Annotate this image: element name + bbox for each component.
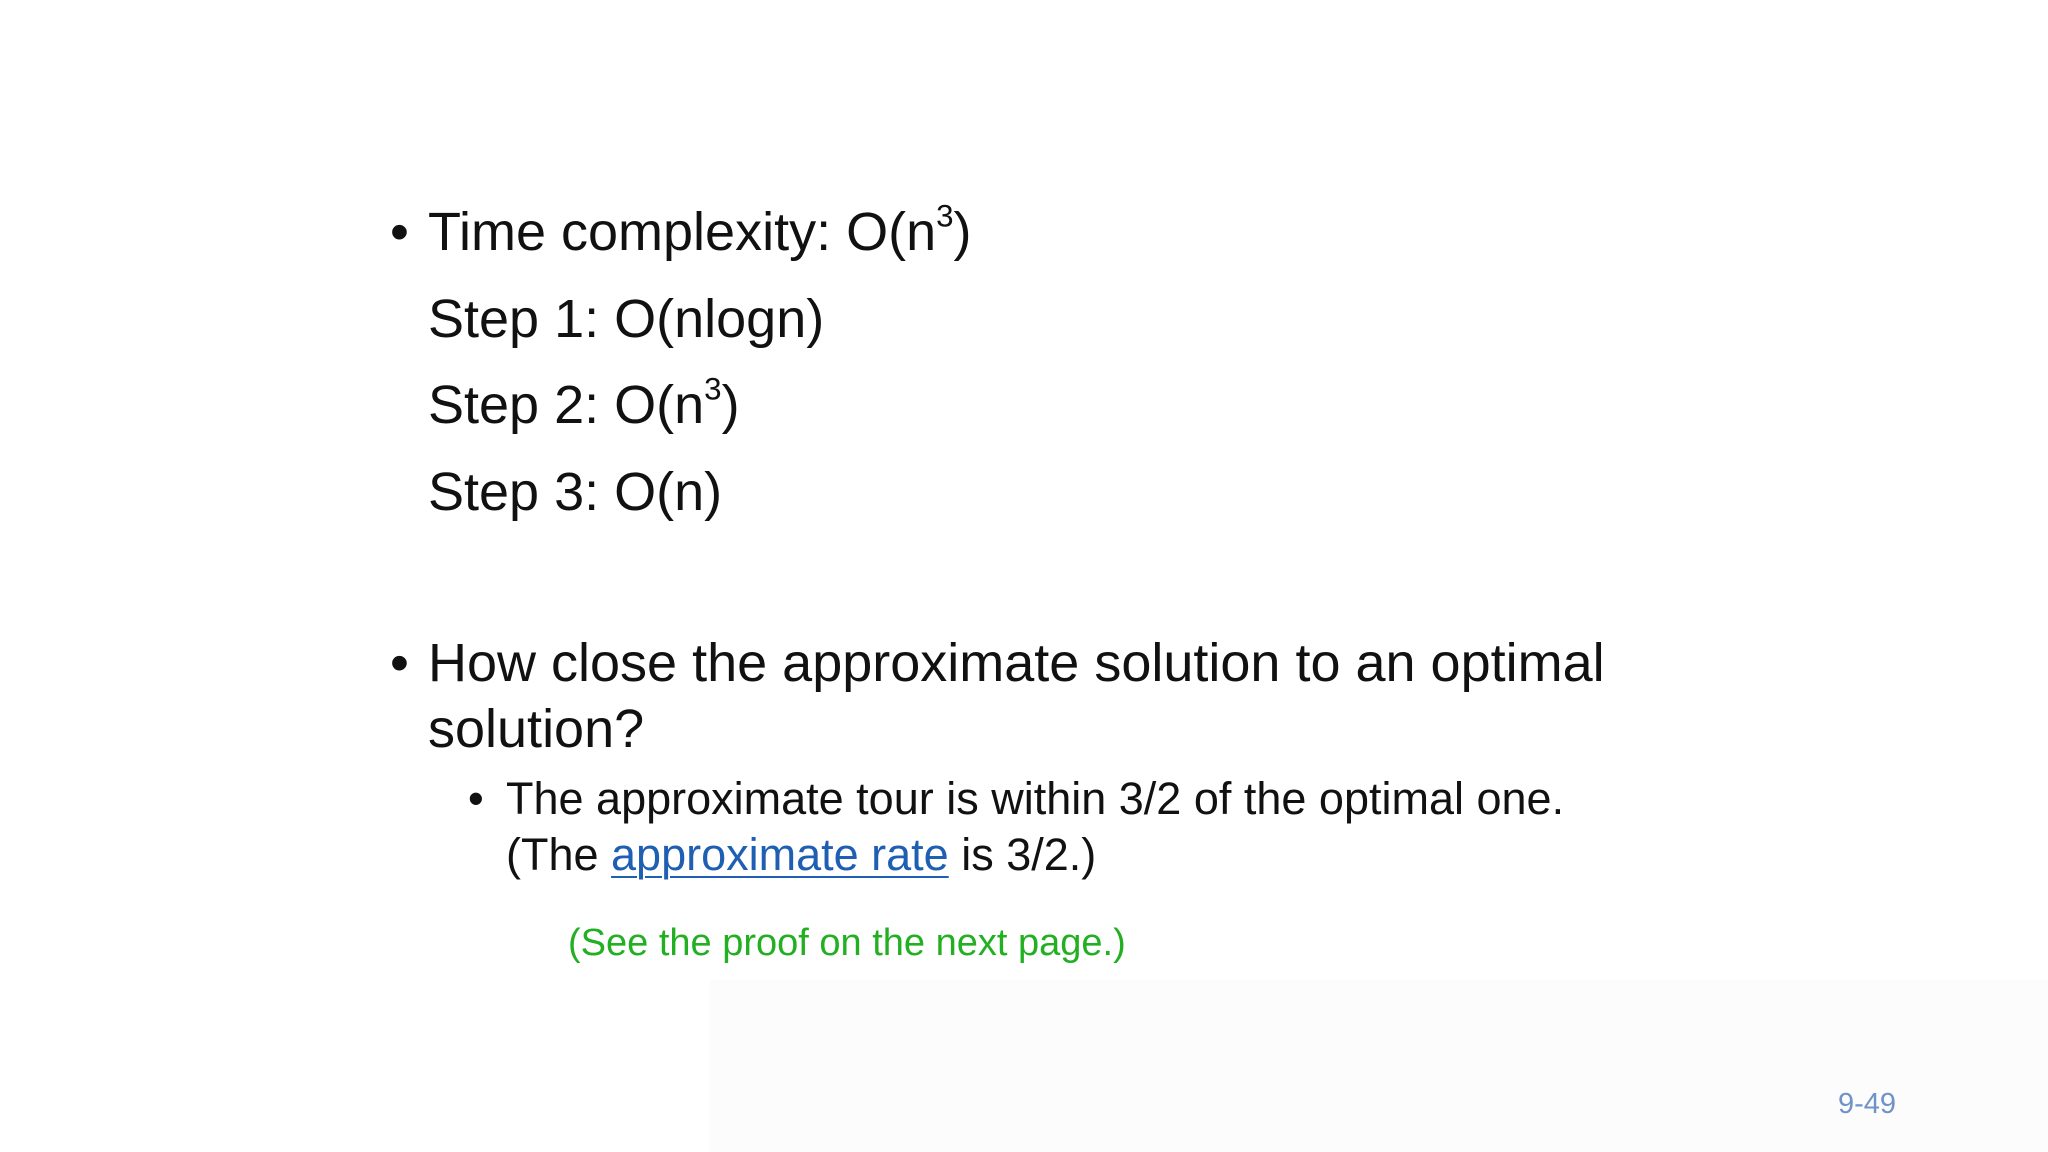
sub-bullet-suffix: is 3/2.) [948, 829, 1097, 880]
sub-bullet-icon: • [468, 773, 484, 824]
time-complexity-label: Time complexity: O(n [428, 202, 937, 262]
page-number: 9-49 [1837, 1088, 1896, 1120]
question-line-1: How close the approximate solution to an optimal [428, 633, 1605, 693]
step-2-exponent: 3 [704, 371, 722, 407]
time-complexity-closing: ) [953, 202, 972, 262]
question-line-2: solution? [428, 699, 645, 759]
proof-note: (See the proof on the next page.) [568, 922, 1126, 964]
background-shade [710, 980, 2048, 1152]
step-1-label: Step 1: O(nlogn) [428, 289, 825, 349]
step-line [428, 371, 740, 435]
step-3-label: Step 3: O(n) [428, 462, 723, 522]
sub-bullet-line-2 [506, 829, 1097, 880]
bullet-icon: • [390, 202, 409, 262]
time-complexity-exponent: 3 [936, 198, 954, 234]
time-complexity-line [428, 198, 972, 262]
bullet-icon: • [390, 633, 409, 693]
step-line [428, 462, 723, 522]
step-2-label: Step 2: O(n [428, 375, 705, 435]
step-2-closing: ) [721, 375, 740, 435]
step-line [428, 289, 825, 349]
sub-bullet-line-1: The approximate tour is within 3/2 of the optimal one. [506, 773, 1565, 824]
sub-bullet-prefix: (The [506, 829, 612, 880]
approximate-rate-link[interactable]: approximate rate [611, 829, 949, 880]
